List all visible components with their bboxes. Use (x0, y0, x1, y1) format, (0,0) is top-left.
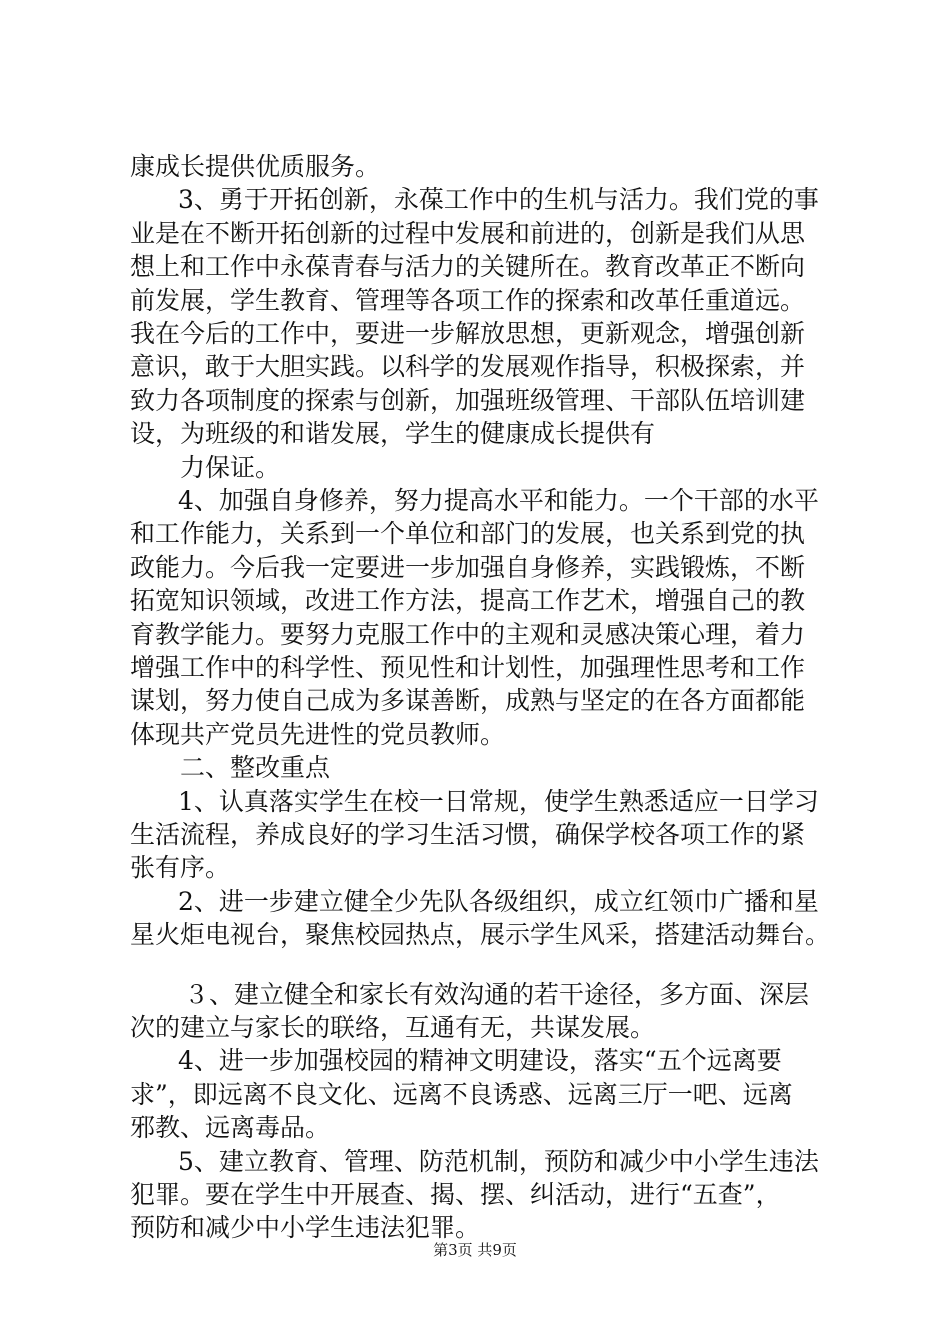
text-line: 和工作能力，关系到一个单位和部门的发展，也关系到党的执 (130, 519, 806, 549)
text-line: 政能力。今后我一定要进一步加强自身修养，实践锻炼，不断 (130, 552, 806, 582)
text-line: 康成长提供优质服务。 (130, 152, 381, 181)
text-line: 增强工作中的科学性、预见性和计划性，加强理性思考和工作 (130, 653, 806, 682)
text-line: 力保证。 (180, 452, 281, 482)
section-heading: 二、整改重点 (180, 753, 331, 783)
text-line: 5、建立教育、管理、防范机制，预防和减少中小学生违法 (178, 1146, 819, 1176)
text-line: 次的建立与家长的联络，互通有无，共谋发展。 (130, 1013, 656, 1042)
text-line: 3、勇于开拓创新，永葆工作中的生机与活力。我们党的事 (178, 185, 819, 215)
page-footer: 第3页 共9页 (433, 1241, 517, 1259)
text-line: 设，为班级的和谐发展，学生的健康成长提供有 (130, 419, 656, 449)
text-line: 意识，敢于大胆实践。以科学的发展观作指导，积极探索，并 (130, 352, 806, 382)
text-line: 4、进一步加强校园的精神文明建设，落实“五个远离要 (178, 1046, 782, 1076)
text-line: 业是在不断开拓创新的过程中发展和前进的，创新是我们从思 (130, 218, 806, 248)
text-line: 体现共产党员先进性的党员教师。 (130, 719, 506, 749)
text-line: 育教学能力。要努力克服工作中的主观和灵感决策心理，着力 (130, 619, 806, 649)
text-line: 我在今后的工作中，要进一步解放思想，更新观念，增强创新 (130, 319, 806, 348)
text-line: 前发展，学生教育、管理等各项工作的探索和改革任重道远。 (130, 285, 806, 315)
text-line: 拓宽知识领域，改进工作方法，提高工作艺术，增强自己的教 (130, 586, 806, 616)
text-line: 生活流程，养成良好的学习生活习惯，确保学校各项工作的紧 (130, 820, 806, 849)
text-line: 致力各项制度的探索与创新，加强班级管理、干部队伍培训建 (130, 385, 806, 415)
text-line: 4、加强自身修养，努力提高水平和能力。一个干部的水平 (178, 486, 819, 515)
text-line: 谋划，努力使自己成为多谋善断，成熟与坚定的在各方面都能 (130, 686, 806, 716)
text-line: 犯罪。要在学生中开展查、揭、摆、纠活动，进行“五查”， (130, 1180, 781, 1209)
text-line: 1、认真落实学生在校一日常规，使学生熟悉适应一日学习 (178, 786, 819, 816)
text-line: 星火炬电视台，聚焦校园热点，展示学生风采，搭建活动舞台。 (130, 920, 831, 950)
text-line: 张有序。 (130, 853, 231, 883)
text-line: 邪教、远离毒品。 (130, 1113, 331, 1143)
text-line: 预防和减少中小学生违法犯罪。 (130, 1213, 481, 1243)
text-line: 求”，即远离不良文化、远离不良诱惑、远离三厅一吧、远离 (130, 1079, 793, 1109)
text-line: 2、进一步建立健全少先队各级组织，成立红领巾广播和星 (178, 886, 819, 916)
text-line: 想上和工作中永葆青春与活力的关键所在。教育改革正不断向 (130, 252, 806, 282)
text-line: ３、建立健全和家长有效沟通的若干途径，多方面、深层 (184, 979, 810, 1009)
